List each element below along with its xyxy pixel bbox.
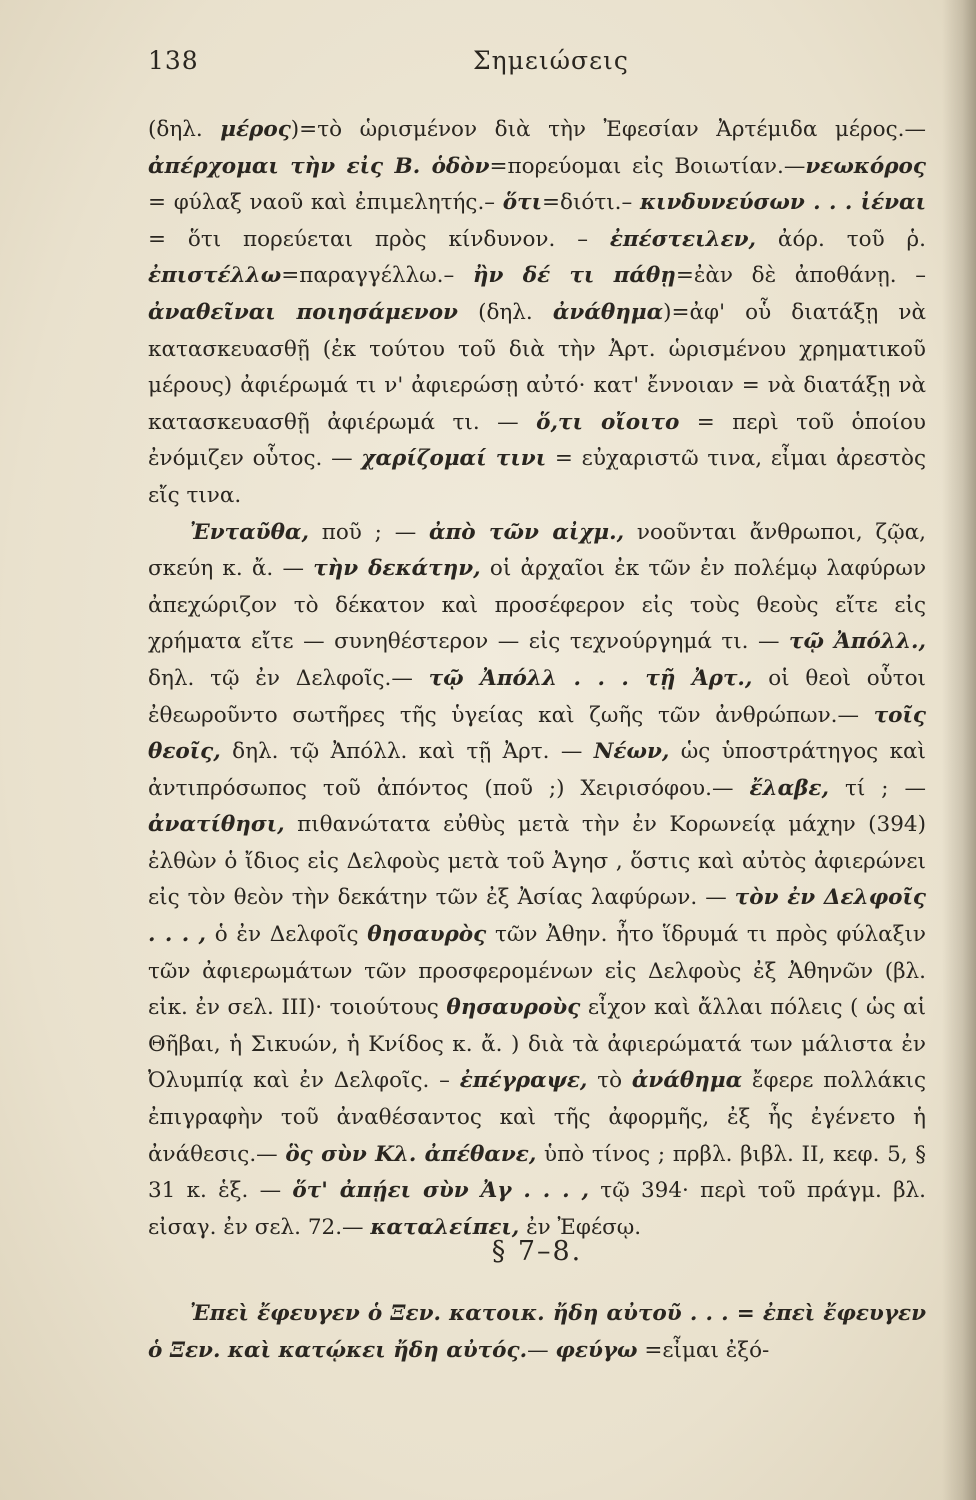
note-text: =παραγγέλλω.– [281,263,473,289]
note-text: = περὶ τοῦ ὁποίου ἐνόμιζεν οὗτος. — [148,409,926,472]
note-text: πιθανώτατα εὐθὺς μετὰ τὴν ἐν Κορωνείᾳ μάχην (394) ἐλθὼν ὁ ἴδιος εἰς Δελφοὺς μετὰ τοῦ Ἀγησ , ὅστις καὶ αὐτὸς ἀφιερώνει εἰς τὸν θεὸν τὴν δεκάτην τῶν ἐξ Ἀσίας λαφύρων. — [148,812,926,911]
lemma-term: μέρος [220,117,291,142]
note-text: τί ; — [828,775,926,801]
note-text: οἱ ἀρχαῖοι ἐκ τῶν ἐν πολέμῳ λαφύρων ἀπεχώριζον τὸ δέκατον καὶ προσέφερον εἰς τοὺς θεοὺς εἴτε εἰς χρήματα εἴτε — συνηθέστερον — εἰς τεχνούργημά τι. — [148,556,927,655]
lemma-term: καταλείπει, [370,1214,520,1240]
note-text: =πορεύομαι εἰς Βοιωτίαν.— [489,153,806,179]
note-text: οἱ θεοὶ οὗτοι ἐθεωροῦντο σωτῆρες τῆς ὑγείας καὶ ζωῆς τῶν ἀνθρώπων.— [148,665,926,728]
note-text: )=ἀφ' οὗ διατάξῃ νὰ κατασκευασθῇ (ἐκ τούτου τοῦ διὰ τὴν Ἀρτ. ὡρισμένου χρηματικοῦ μέρους) ἀφιέρωμά τι ν' ἀφιερώσῃ αὐτό· κατ' ἔννοιαν = νὰ διατάξῃ νὰ κατασκευασθῇ ἀφιέρωμά τι. — [148,299,926,435]
note-text: = ὅτι πορεύεται πρὸς κίνδυνον. – [148,226,610,252]
lemma-term: ἐπιστέλλω [148,263,282,289]
note-paragraph [148,112,926,515]
note-text: )=τὸ ὡρισμένον διὰ τὴν Ἐφεσίαν Ἀρτέμιδα μέρος.— [290,117,926,142]
note-text: =εἶμαι ἐξό- [637,1337,770,1363]
note-text: ὁ ἐν Δελφοῖς [206,922,368,948]
note-text: — [527,1337,556,1363]
lemma-term: ὅτι [502,190,542,216]
lemma-term: Νέων, [593,739,670,765]
lemma-term: Ἐνταῦθα, [190,519,309,545]
note-text: τῶν Ἀθην. ἦτο ἵδρυμά τι πρὸς φύλαξιν τῶν ἀφιερωμάτων τῶν προσφερομένων εἰς Δελφοὺς ἐξ Ἀθηνῶν (βλ. εἰκ. ἐν σελ. III)· τοιούτους [148,922,926,1021]
lemma-term: Ἐπεὶ ἔφευγεν ὁ Ξεν. κατοικ. ἤδη αὐτοῦ . . . = ἐπεὶ ἔφευγεν ὁ Ξεν. καὶ κατῴκει ἤδη αὐτός. [148,1301,926,1363]
note-text: (δηλ. [457,299,553,325]
section-heading: § 7–8. [491,1236,583,1267]
lemma-term: ἐπέστειλεν, [609,226,757,252]
lemma-term: ὅτ' ἀπῄει σὺν Ἀγ . . . , [292,1178,590,1204]
lemma-term: ἢν δέ τι πάθῃ [472,263,676,289]
page-number: 138 [148,46,199,75]
note-text: δηλ. τῷ ἐν Δελφοῖς.— [148,665,429,691]
page-header [148,46,916,86]
note-text: = φύλαξ ναοῦ καὶ ἐπιμελητής.– [148,190,503,216]
note-text: = εὐχαριστῶ τινα, εἶμαι ἀρεστὸς εἴς τινα. [148,446,927,508]
note-text: τῷ 394· περὶ τοῦ πράγμ. βλ. εἰσαγ. ἐν σελ. 72.— [148,1178,926,1240]
lemma-term: θησαυρὸς [367,922,487,948]
lemma-term: ἀνάθημα [552,299,664,325]
note-text: εἶχον καὶ ἄλλαι πόλεις ( ὡς αἱ Θῆβαι, ἡ Σικυών, ἡ Κνίδος κ. ἄ. ) διὰ τὰ ἀφιερώματά των μάλιστα ἐν Ὀλυμπίᾳ καὶ ἐν Δελφοῖς. – [148,995,927,1094]
lemma-term: ἀπέρχομαι τὴν εἰς Β. ὁδὸν [148,153,490,179]
lemma-term: φεύγω [555,1337,638,1363]
note-text: ἀόρ. τοῦ ῥ. [756,226,926,252]
lemma-term: θησαυροὺς [446,995,581,1021]
note-text: =ἐὰν δὲ ἀποθάνῃ. – [675,263,926,289]
lemma-term: κινδυνεύσων . . . ἰέναι [639,190,927,216]
note-text: ὡς ὑποστράτηγος καὶ ἀντιπρόσωπος τοῦ ἀπόντος (ποῦ ;) Χειρισόφου.— [148,739,926,801]
lemma-term: ἀπὸ τῶν αἰχμ., [428,519,625,545]
lemma-term: ἀνατίθησι, [148,812,285,838]
note-text: =διότι.– [541,190,640,216]
note-text: ποῦ ; — [308,519,429,545]
note-paragraph [148,515,926,1247]
note-text: δηλ. τῷ Ἀπόλλ. καὶ τῇ Ἀρτ. — [220,739,594,765]
notes-body [148,112,926,1246]
note-text: ὑπὸ τίνος ; πρβλ. βιβλ. II, κεφ. 5, § 31 κ. ἑξ. — [148,1141,927,1204]
lemma-term: ἔλαβε, [749,775,829,801]
lemma-term: νεωκόρος [805,153,926,179]
lemma-term: τὴν δεκάτην, [313,556,481,582]
lemma-term: τοῖς θεοῖς, [148,702,926,765]
note-text: (δηλ. [148,117,221,142]
note-text: ἐν Ἐφέσῳ. [519,1214,642,1240]
note-text: ἔφερε πολλάκις ἐπιγραφὴν τοῦ ἀναθέσαντος καὶ τῆς ἀφορμῆς, ἐξ ἧς ἐγένετο ἡ ἀνάθεσις.— [148,1068,926,1167]
notes-body-continued [148,1296,926,1369]
lemma-term: ὅ,τι οἴοιτο [536,409,680,435]
lemma-term: τῷ Ἀπόλλ., [789,629,926,655]
note-text: νοοῦνται ἄνθρωποι, ζῷα, σκεύη κ. ἄ. — [148,519,926,582]
lemma-term: ἀνάθημα [631,1068,743,1094]
note-paragraph-final [148,1296,926,1369]
lemma-term: τῷ Ἀπόλλ . . . τῇ Ἀρτ., [428,665,753,691]
lemma-term: ἀναθεῖναι ποιησάμενον [148,299,458,325]
lemma-term: τὸν ἐν Δελφοῖς . . . , [148,885,926,948]
lemma-term: χαρίζομαί τινι [361,446,547,472]
lemma-term: ὃς σὺν Κλ. ἀπέθανε, [285,1141,537,1167]
running-title: Σημειώσεις [473,46,629,75]
note-text: τὸ [587,1068,632,1094]
lemma-term: ἐπέγραψε, [459,1068,588,1094]
page-gutter-shadow [942,0,976,1500]
